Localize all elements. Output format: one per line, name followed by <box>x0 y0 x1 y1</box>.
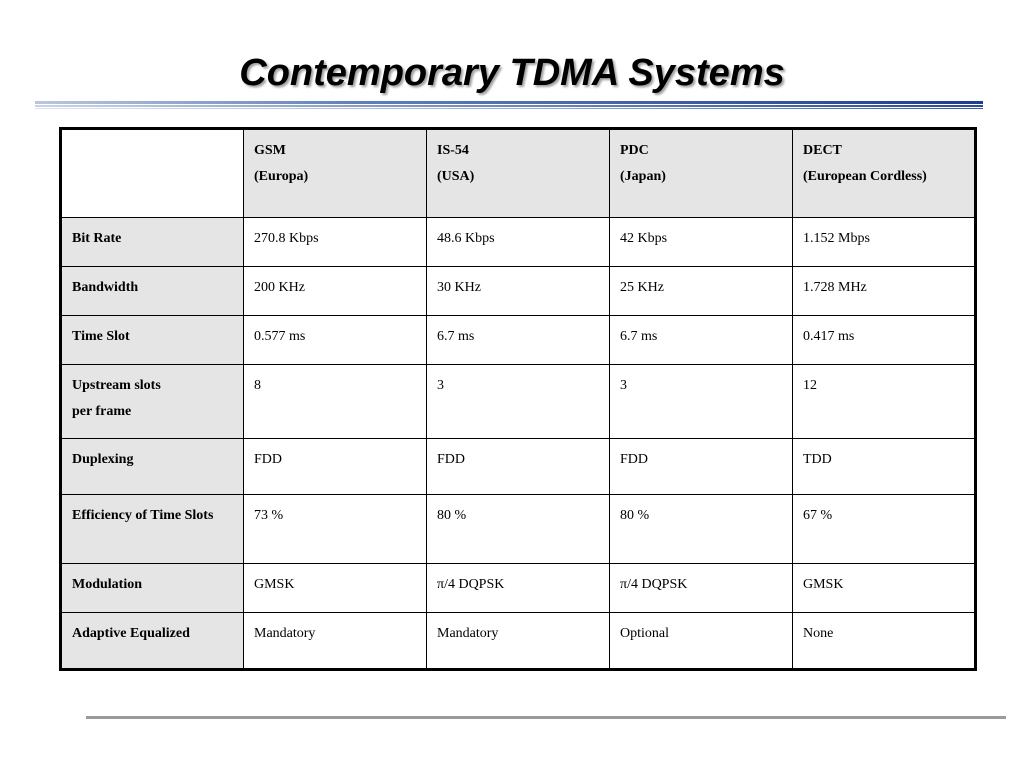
column-header-name: DECT <box>803 143 842 158</box>
footer-divider <box>86 716 1006 719</box>
title-underline <box>35 101 983 110</box>
table-cell: 1.728 MHz <box>793 267 976 316</box>
column-header-dect <box>793 129 976 218</box>
column-header-gsm <box>244 129 427 218</box>
table-cell: 6.7 ms <box>427 316 610 365</box>
column-header-region: (European Cordless) <box>803 169 927 184</box>
table-cell: Mandatory <box>244 613 427 670</box>
column-header-is54 <box>427 129 610 218</box>
table-cell: 6.7 ms <box>610 316 793 365</box>
table-header-row <box>61 129 976 218</box>
table-cell: 67 % <box>793 495 976 564</box>
table-cell: 73 % <box>244 495 427 564</box>
table-cell: 3 <box>610 365 793 439</box>
row-header-duplexing: Duplexing <box>61 439 244 495</box>
slide-title: Contemporary TDMA Systems <box>239 52 785 94</box>
table-cell: 1.152 Mbps <box>793 218 976 267</box>
table-cell: None <box>793 613 976 670</box>
table-cell: 0.577 ms <box>244 316 427 365</box>
table-cell: 30 KHz <box>427 267 610 316</box>
table-row <box>61 316 976 365</box>
table-cell: 80 % <box>427 495 610 564</box>
row-header-modulation: Modulation <box>61 564 244 613</box>
table-cell: 48.6 Kbps <box>427 218 610 267</box>
column-header-name: IS-54 <box>437 143 469 158</box>
table-cell: 42 Kbps <box>610 218 793 267</box>
table-row <box>61 564 976 613</box>
table-cell: 270.8 Kbps <box>244 218 427 267</box>
row-header-adaptive-equalized: Adaptive Equalized <box>61 613 244 670</box>
table-cell: 0.417 ms <box>793 316 976 365</box>
row-header-efficiency: Efficiency of Time Slots <box>61 495 244 564</box>
table-row <box>61 365 976 439</box>
column-header-pdc <box>610 129 793 218</box>
table-cell: GMSK <box>793 564 976 613</box>
row-header-bandwidth: Bandwidth <box>61 267 244 316</box>
table-cell: FDD <box>427 439 610 495</box>
table-cell: π/4 DQPSK <box>610 564 793 613</box>
table-cell: FDD <box>244 439 427 495</box>
row-header-upstream-slots: Upstream slots per frame <box>61 365 244 439</box>
table-row <box>61 613 976 670</box>
table-cell: Optional <box>610 613 793 670</box>
table-cell: TDD <box>793 439 976 495</box>
table-cell: 25 KHz <box>610 267 793 316</box>
table-cell: FDD <box>610 439 793 495</box>
column-header-region: (USA) <box>437 169 475 184</box>
table-row <box>61 495 976 564</box>
table-row <box>61 218 976 267</box>
table-cell: 3 <box>427 365 610 439</box>
tdma-comparison-table <box>59 127 977 671</box>
table-cell: 8 <box>244 365 427 439</box>
table-cell: 200 KHz <box>244 267 427 316</box>
column-header-name: GSM <box>254 143 286 158</box>
table-cell: π/4 DQPSK <box>427 564 610 613</box>
table-corner-cell <box>61 129 244 218</box>
row-header-time-slot: Time Slot <box>61 316 244 365</box>
table-cell: 80 % <box>610 495 793 564</box>
table-row <box>61 439 976 495</box>
table-row <box>61 267 976 316</box>
column-header-region: (Japan) <box>620 169 666 184</box>
column-header-region: (Europa) <box>254 169 309 184</box>
table-cell: 12 <box>793 365 976 439</box>
table-cell: Mandatory <box>427 613 610 670</box>
column-header-name: PDC <box>620 143 649 158</box>
table-cell: GMSK <box>244 564 427 613</box>
row-header-bit-rate: Bit Rate <box>61 218 244 267</box>
